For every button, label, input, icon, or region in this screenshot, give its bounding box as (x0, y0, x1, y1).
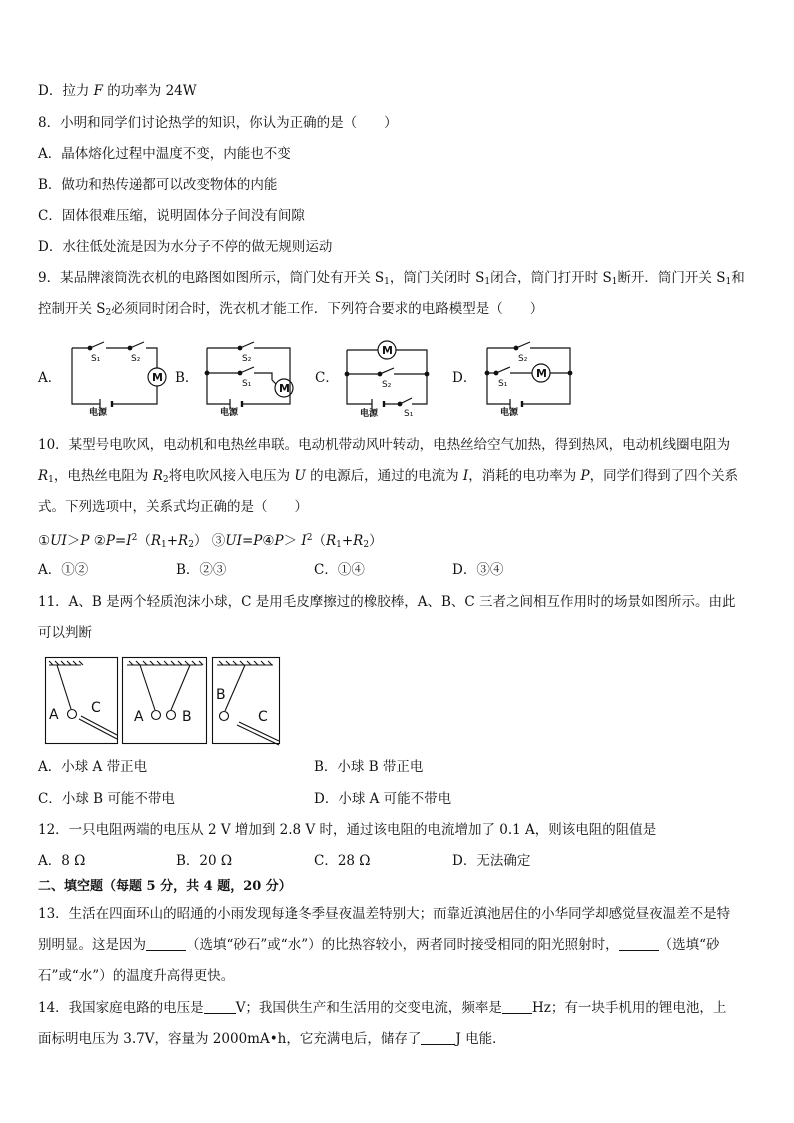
q8-stem: 8．小明和同学们讨论热学的知识，你认为正确的是（ ） (38, 115, 398, 131)
q10-option-c: C．①④ (314, 562, 365, 578)
q12-option-a: A．8 Ω (38, 853, 86, 869)
q13-stem-line1: 13．生活在四面环山的昭通的小雨发现每逢冬季昼夜温差特别大；而靠近滇池居住的小华同学却感觉昼夜温差不是特 (38, 906, 731, 922)
circuit-diagram-a (62, 340, 167, 418)
q13-blank-2[interactable] (619, 936, 659, 951)
circuit-a-power-label: 电源 (89, 408, 108, 418)
q12-option-d: D．无法确定 (452, 853, 531, 869)
circuit-c-s1-label: S₁ (404, 409, 414, 419)
q13-stem-line2: 别明显。这是因为 （选填“砂石”或“水”）的比热容较小，两者同时接受相同的阳光照射时， （选填“砂 (38, 937, 720, 953)
circuit-b-s2-label: S₂ (242, 354, 252, 364)
circuit-a-s2-label: S₂ (131, 354, 141, 364)
circuit-diagram-c (342, 338, 434, 419)
circuit-b-power-label: 电源 (220, 408, 239, 418)
q7-option-d: D．拉力 F 的功率为 24W (38, 83, 197, 99)
q12-option-c: C．28 Ω (314, 853, 371, 869)
charged-balls-figure (45, 657, 281, 747)
q10-option-b: B．②③ (176, 562, 227, 578)
q10-stem-line2: $R_1$，电热丝电阻为 $R_2$将电吹风接入电压为 U 的电源后，通过的电流为 I，消耗的电功率为 P，同学们得到了四个关系 (38, 468, 739, 485)
q8-option-c: C．固体很难压缩，说明固体分子间没有间隙 (38, 208, 305, 224)
q10-option-d: D．③④ (452, 562, 504, 578)
q11-option-a: A．小球 A 带正电 (38, 759, 148, 775)
q9-label-c: C． (315, 370, 339, 386)
circuit-diagram-d (482, 340, 582, 418)
fig-panel3-b: B (216, 687, 226, 703)
q14-stem-line1: 14．我国家庭电路的电压是 V；我国供生产和生活用的交变电流，频率是 Hz；有一块手机用的锂电池，上 (38, 1000, 727, 1016)
q11-stem-line1: 11．A、B 是两个轻质泡沫小球，C 是用毛皮摩擦过的橡胶棒，A、B、C 三者之间相互作用时的场景如图所示。由此 (38, 594, 736, 610)
fig-panel1-a: A (49, 707, 59, 723)
q14-stem-line2: 面标明电压为 3.7V，容量为 2000mA•h，它充满电后，储存了 J 电能． (38, 1031, 506, 1047)
q11-stem-line2: 可以判断 (38, 625, 92, 641)
circuit-d-power-label: 电源 (500, 408, 519, 418)
circuit-diagram-b (202, 340, 302, 418)
fig-panel3-c: C (258, 709, 268, 725)
q11-option-b: B．小球 B 带正电 (314, 759, 424, 775)
q10-option-a: A．①② (38, 562, 89, 578)
circuit-c-power-label: 电源 (360, 409, 379, 419)
q9-stem-line2: 控制开关 $S_2$必须同时闭合时，洗衣机才能工作．下列符合要求的电路模型是（ ） (38, 301, 544, 318)
q10-stem-line1: 10．某型号电吹风，电动机和电热丝串联。电动机带动风叶转动，电热丝给空气加热，得到热风，电动机线圈电阻为 (38, 437, 731, 453)
circuit-d-s1-label: S₁ (498, 379, 508, 389)
circuit-a-s1-label: S₁ (91, 354, 101, 364)
q12-option-b: B．20 Ω (176, 853, 233, 869)
q9-label-a: A． (38, 370, 62, 386)
q14-blank-voltage[interactable] (204, 999, 236, 1014)
q10-stem-line3: 式。下列选项中，关系式均正确的是（ ） (38, 499, 308, 515)
q11-option-d: D．小球 A 可能不带电 (314, 791, 452, 807)
q8-option-d: D．水往低处流是因为水分子不停的做无规则运动 (38, 239, 333, 255)
q9-label-b: B． (175, 370, 199, 386)
q8-option-a: A．晶体熔化过程中温度不变，内能也不变 (38, 146, 291, 162)
fig-panel1-c: C (91, 700, 101, 716)
q9-label-d: D． (452, 370, 477, 386)
circuit-a-motor-label: M (152, 371, 163, 384)
section-heading: 二、填空题（每题 5 分，共 4 题，20 分） (38, 879, 292, 894)
q14-blank-frequency[interactable] (502, 999, 532, 1014)
circuit-c-motor-label: M (382, 344, 393, 357)
q9-stem-line1: 9．某品牌滚筒洗衣机的电路图如图所示，筒门处有开关 $S_1$，筒门关闭时 $S_1$闭合，筒门打开时 $S_1$断开．筒门开关 $S_1$和 (38, 270, 745, 287)
circuit-b-s1-label: S₁ (242, 379, 252, 389)
circuit-d-motor-label: M (536, 367, 547, 380)
q13-stem-line3: 石”或“水”）的温度升高得更快。 (38, 968, 235, 984)
circuit-b-motor-label: M (279, 382, 290, 395)
q12-stem: 12．一只电阻两端的电压从 2 V 增加到 2.8 V 时，通过该电阻的电流增加了 0.1 A，则该电阻的阻值是 (38, 822, 657, 838)
q13-blank-1[interactable] (146, 936, 186, 951)
q14-blank-energy[interactable] (421, 1030, 455, 1045)
circuit-c-s2-label: S₂ (382, 380, 392, 390)
q11-option-c: C．小球 B 可能不带电 (38, 791, 175, 807)
fig-panel2-b: B (182, 709, 192, 725)
q8-option-b: B．做功和热传递都可以改变物体的内能 (38, 177, 278, 193)
fig-panel2-a: A (134, 709, 144, 725)
circuit-d-s2-label: S₂ (518, 354, 528, 364)
q10-relations: ①UI＞P $②P=I^2(R_1+R_2)$ ③UI=P④P＞ $I^2(R_1+R_2)$ (38, 533, 383, 550)
